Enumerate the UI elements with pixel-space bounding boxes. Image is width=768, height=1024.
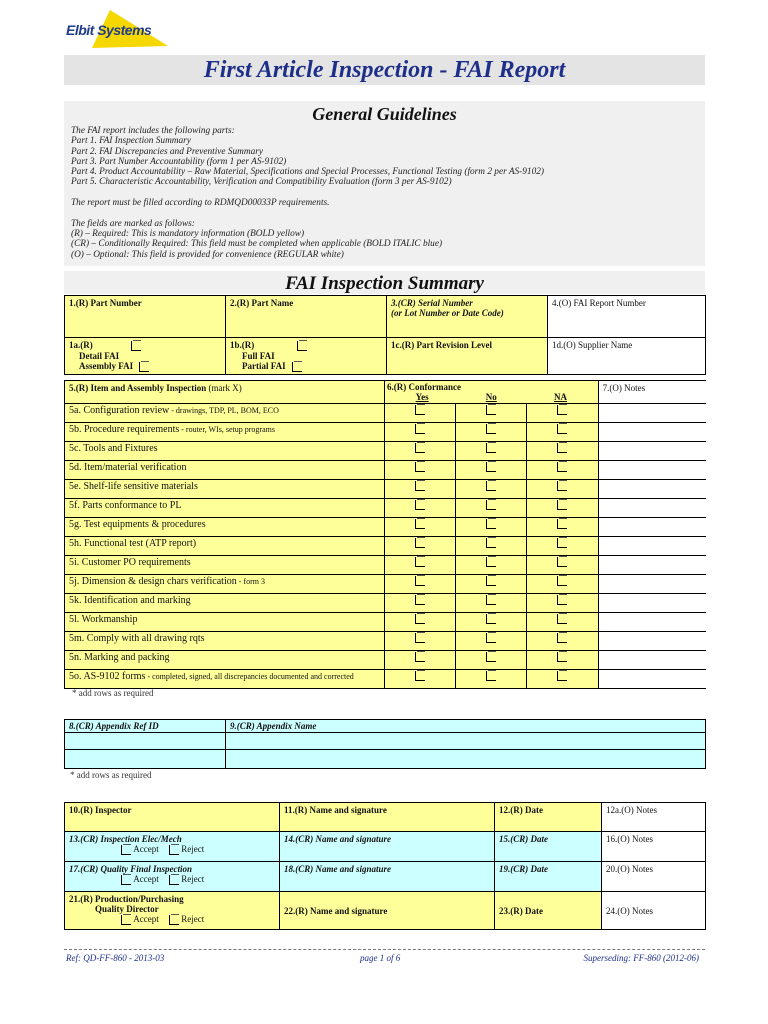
yes-checkbox[interactable] [415,652,425,662]
na-cell [527,404,598,423]
guidelines-section [64,101,705,266]
no-checkbox[interactable] [486,614,496,624]
na-checkbox[interactable] [557,481,567,491]
inspection-item-label: 5d. Item/material verification [65,461,385,480]
summary-title: FAI Inspection Summary [64,271,705,294]
inspection-header: 5.(R) Item and Assembly Inspection (mark X) [65,381,385,404]
no-cell [456,404,527,423]
na-checkbox[interactable] [557,652,567,662]
na-checkbox[interactable] [557,424,567,434]
yes-cell [385,461,456,480]
na-checkbox[interactable] [557,595,567,605]
quality-director-notes-field[interactable]: 24.(O) Notes [602,892,706,930]
inspection-row [65,632,707,651]
na-cell [527,613,598,632]
appendix-ref-header: 8.(CR) Appendix Ref ID [65,720,226,733]
inspection-row [65,613,707,632]
yes-cell [385,556,456,575]
guideline-line: (CR) – Conditionally Required: This field must be completed when applicable (BOLD ITALIC blue) [71,239,443,250]
yes-checkbox[interactable] [415,443,425,453]
no-cell [456,499,527,518]
company-logo [62,8,172,52]
footer-superseding: Superseding: FF-860 (2012-06) [583,953,699,963]
guideline-line [71,188,544,198]
no-checkbox[interactable] [486,443,496,453]
inspection-item-label: 5a. Configuration review - drawings, TDP, PL, BOM, ECO [65,404,385,423]
yes-cell [385,499,456,518]
guideline-line [71,208,544,218]
yes-cell [385,442,456,461]
no-cell [456,423,527,442]
inspection-row [65,518,707,537]
notes-cell[interactable] [598,632,706,651]
guidelines-text [71,126,544,260]
notes-cell[interactable] [598,518,706,537]
footer-page: page 1 of 6 [360,953,401,963]
no-cell [456,575,527,594]
supplier-name-field[interactable]: 1d.(O) Supplier Name [548,338,706,375]
notes-cell[interactable] [598,537,706,556]
appendix-ref-cell[interactable] [65,750,226,769]
quality-director-date-field[interactable]: 23.(R) Date [495,892,602,930]
yes-cell [385,537,456,556]
yes-checkbox[interactable] [415,519,425,529]
fai-report-number-field[interactable]: 4.(O) FAI Report Number [548,296,706,338]
no-cell [456,480,527,499]
no-cell [456,651,527,670]
na-cell [527,442,598,461]
inspection-item-label: 5c. Tools and Fixtures [65,442,385,461]
inspection-row [65,594,707,613]
no-checkbox[interactable] [486,576,496,586]
conformance-header: 6.(R) Conformance Yes No NA [385,381,599,404]
reject-checkbox[interactable] [169,875,179,885]
guideline-line: Part 1. FAI Inspection Summary [71,136,191,147]
inspection-row [65,651,707,670]
inspection-row [65,556,707,575]
partial-fai-checkbox[interactable] [292,362,302,372]
inspection-row [65,575,707,594]
notes-cell[interactable] [598,499,706,518]
notes-header: 7.(O) Notes [598,381,706,404]
appendix-add-rows-note: * add rows as required [70,770,152,780]
notes-cell[interactable] [598,670,706,689]
quality-director-field: 21.(R) Production/Purchasing Quality Director Accept Reject [65,892,280,930]
na-header: NA [553,392,567,402]
part-info-table [64,295,706,375]
notes-cell[interactable] [598,594,706,613]
inspection-item-label: 5o. AS-9102 forms - completed, signed, all discrepancies documented and corrected [65,670,385,689]
na-checkbox[interactable] [557,671,567,681]
no-cell [456,632,527,651]
no-checkbox[interactable] [486,557,496,567]
reject-checkbox[interactable] [169,915,179,925]
no-checkbox[interactable] [486,519,496,529]
yes-checkbox[interactable] [415,405,425,415]
yes-cell [385,575,456,594]
fai-type-field: 1a.(R) Detail FAI Assembly FAI [65,338,226,375]
part-number-field[interactable]: 1.(R) Part Number [65,296,226,338]
na-cell [527,651,598,670]
elec-mech-name-field[interactable]: 14.(CR) Name and signature [280,832,495,862]
guideline-line: (R) – Required: This is mandatory information (BOLD yellow) [71,228,305,239]
inspector-name-field[interactable]: 11.(R) Name and signature [280,803,495,832]
inspection-item-label: 5l. Workmanship [65,613,385,632]
inspection-item-label: 5e. Shelf-life sensitive materials [65,480,385,499]
inspection-item-label: 5h. Functional test (ATP report) [65,537,385,556]
part-revision-field[interactable]: 1c.(R) Part Revision Level [387,338,548,375]
serial-number-field[interactable]: 3.(CR) Serial Number (or Lot Number or Date Code) [387,296,548,338]
guidelines-heading: General Guidelines [312,104,457,124]
yes-checkbox[interactable] [415,462,425,472]
quality-final-name-field[interactable]: 18.(CR) Name and signature [280,862,495,892]
guideline-line: (O) – Optional: This field is provided for convenience (REGULAR white) [71,249,344,260]
na-checkbox[interactable] [557,576,567,586]
na-cell [527,518,598,537]
yes-cell [385,594,456,613]
accept-checkbox[interactable] [121,915,131,925]
appendix-ref-cell[interactable] [65,733,226,750]
no-cell [456,537,527,556]
guideline-line: Part 5. Characteristic Accountability, Verification and Compatibility Evaluation (form 3 per AS-9102) [71,177,452,188]
inspection-item-label: 5g. Test equipments & procedures [65,518,385,537]
page-footer [64,949,705,966]
accept-checkbox[interactable] [121,845,131,855]
na-checkbox[interactable] [557,500,567,510]
accept-checkbox[interactable] [121,875,131,885]
elec-mech-notes-field[interactable]: 16.(O) Notes [602,832,706,862]
yes-checkbox[interactable] [415,500,425,510]
full-fai-checkbox[interactable] [297,341,307,351]
na-checkbox[interactable] [557,614,567,624]
na-checkbox[interactable] [557,443,567,453]
footer-ref: Ref: QD-FF-860 - 2013-03 [66,953,165,963]
na-cell [527,461,598,480]
na-cell [527,537,598,556]
yes-cell [385,632,456,651]
inspection-row [65,480,707,499]
yes-checkbox[interactable] [415,557,425,567]
inspection-row [65,670,707,689]
yes-checkbox[interactable] [415,614,425,624]
inspection-item-label: 5n. Marking and packing [65,651,385,670]
no-checkbox[interactable] [486,671,496,681]
notes-cell[interactable] [598,461,706,480]
na-cell [527,423,598,442]
assembly-fai-checkbox[interactable] [139,362,149,372]
no-cell [456,670,527,689]
na-checkbox[interactable] [557,557,567,567]
notes-cell[interactable] [598,613,706,632]
yes-checkbox[interactable] [415,538,425,548]
yes-cell [385,670,456,689]
na-cell [527,499,598,518]
inspection-row [65,537,707,556]
yes-cell [385,480,456,499]
guideline-line: The FAI report includes the following parts: [71,126,235,136]
na-cell [527,594,598,613]
inspection-row [65,404,707,423]
yes-cell [385,651,456,670]
guideline-line: The fields are marked as follows: [71,218,195,229]
quality-final-notes-field[interactable]: 20.(O) Notes [602,862,706,892]
na-checkbox[interactable] [557,633,567,643]
logo-text: Elbit Systems [66,22,152,38]
elec-mech-date-field[interactable]: 15.(CR) Date [495,832,602,862]
yes-cell [385,423,456,442]
inspection-table [64,380,706,689]
no-cell [456,518,527,537]
inspection-row [65,461,707,480]
guideline-line: Part 4. Product Accountability – Raw Material, Specifications and Special Processes, Functional Testing (form 2 per AS-9102) [71,167,544,178]
inspection-item-label: 5j. Dimension & design chars verification - form 3 [65,575,385,594]
quality-director-name-field[interactable]: 22.(R) Name and signature [280,892,495,930]
appendix-name-cell[interactable] [226,750,706,769]
no-checkbox[interactable] [486,405,496,415]
notes-cell[interactable] [598,442,706,461]
yes-checkbox[interactable] [415,576,425,586]
inspection-item-label: 5i. Customer PO requirements [65,556,385,575]
na-checkbox[interactable] [557,538,567,548]
reject-checkbox[interactable] [169,845,179,855]
fai-scope-field: 1b.(R) Full FAI Partial FAI [226,338,387,375]
inspection-item-label: 5m. Comply with all drawing rqts [65,632,385,651]
appendix-table [64,719,706,769]
yes-checkbox[interactable] [415,595,425,605]
notes-cell[interactable] [598,480,706,499]
no-checkbox[interactable] [486,538,496,548]
na-checkbox[interactable] [557,519,567,529]
no-cell [456,556,527,575]
no-cell [456,442,527,461]
yes-cell [385,404,456,423]
yes-header: Yes [415,392,429,402]
yes-cell [385,518,456,537]
appendix-name-header: 9.(CR) Appendix Name [226,720,706,733]
no-checkbox[interactable] [486,462,496,472]
page-title: First Article Inspection - FAI Report [64,55,705,85]
yes-cell [385,613,456,632]
yes-checkbox[interactable] [415,424,425,434]
appendix-name-cell[interactable] [226,733,706,750]
notes-cell[interactable] [598,651,706,670]
no-checkbox[interactable] [486,500,496,510]
notes-cell[interactable] [598,423,706,442]
yes-checkbox[interactable] [415,633,425,643]
inspector-date-field[interactable]: 12.(R) Date [495,803,602,832]
inspection-item-label: 5f. Parts conformance to PL [65,499,385,518]
no-header: No [485,392,497,402]
inspection-row [65,423,707,442]
guideline-line: Part 3. Part Number Accountability (form 1 per AS-9102) [71,156,287,167]
no-checkbox[interactable] [486,652,496,662]
quality-final-date-field[interactable]: 19.(CR) Date [495,862,602,892]
no-checkbox[interactable] [486,481,496,491]
yes-checkbox[interactable] [415,481,425,491]
na-cell [527,575,598,594]
inspection-item-label: 5k. Identification and marking [65,594,385,613]
add-rows-note: * add rows as required [72,688,154,698]
inspector-field[interactable]: 10.(R) Inspector [65,803,280,832]
inspection-elec-mech-field: 13.(CR) Inspection Elec/Mech Accept Reject [65,832,280,862]
inspector-notes-field[interactable]: 12a.(O) Notes [602,803,706,832]
quality-final-field: 17.(CR) Quality Final Inspection Accept Reject [65,862,280,892]
na-cell [527,670,598,689]
na-checkbox[interactable] [557,462,567,472]
no-checkbox[interactable] [486,633,496,643]
guideline-line: The report must be filled according to RDMQD00033P requirements. [71,198,330,209]
yes-checkbox[interactable] [415,671,425,681]
na-cell [527,556,598,575]
detail-fai-checkbox[interactable] [131,341,141,351]
notes-cell[interactable] [598,404,706,423]
notes-cell[interactable] [598,575,706,594]
signoff-table [64,802,706,930]
na-cell [527,480,598,499]
na-checkbox[interactable] [557,405,567,415]
no-cell [456,461,527,480]
no-checkbox[interactable] [486,424,496,434]
no-checkbox[interactable] [486,595,496,605]
no-cell [456,613,527,632]
na-cell [527,632,598,651]
notes-cell[interactable] [598,556,706,575]
inspection-item-label: 5b. Procedure requirements - router, WIs, setup programs [65,423,385,442]
inspection-row [65,499,707,518]
part-name-field[interactable]: 2.(R) Part Name [226,296,387,338]
no-cell [456,594,527,613]
guideline-line: Part 2. FAI Discrepancies and Preventive Summary [71,146,264,157]
inspection-row [65,442,707,461]
